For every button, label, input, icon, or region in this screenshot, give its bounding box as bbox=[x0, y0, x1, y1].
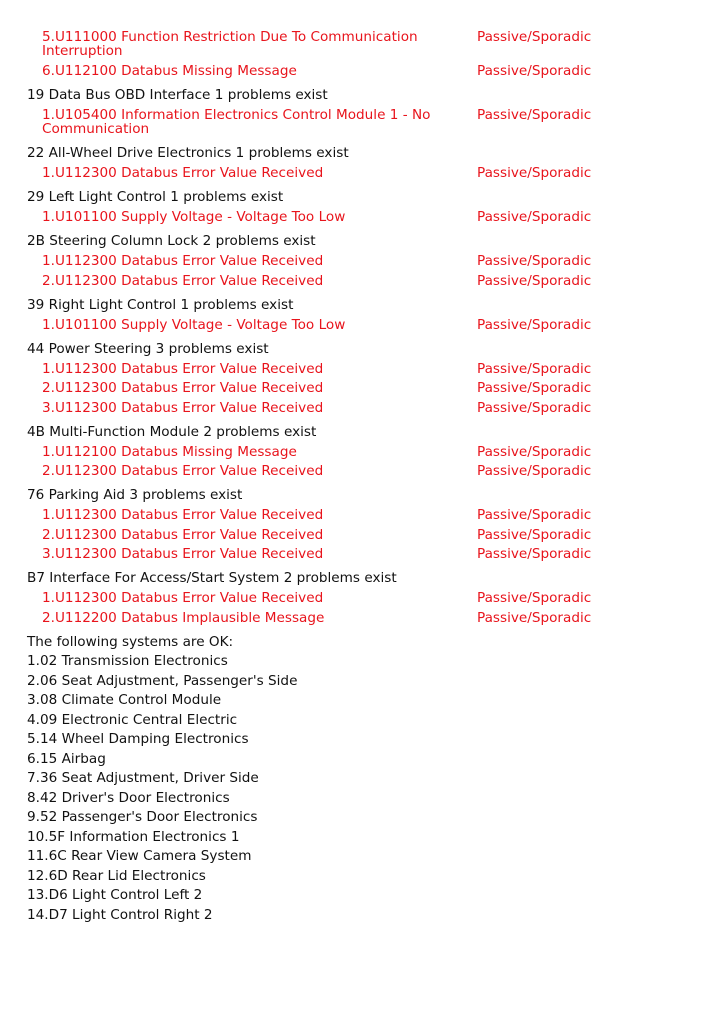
fault-status: Passive/Sporadic bbox=[477, 590, 592, 606]
fault-row bbox=[27, 525, 707, 545]
fault-description: 6.U112100 Databus Missing Message bbox=[42, 62, 297, 79]
fault-status: Passive/Sporadic bbox=[477, 62, 592, 79]
fault-status: Passive/Sporadic bbox=[477, 546, 592, 562]
fault-group bbox=[27, 86, 707, 140]
fault-description: 1.U112300 Databus Error Value Received bbox=[42, 165, 324, 181]
fault-row bbox=[27, 208, 707, 228]
fault-description: 1.U105400 Information Electronics Control Module 1 - No Communication bbox=[42, 106, 431, 137]
fault-group bbox=[27, 296, 707, 335]
group-header: 39 Right Light Control 1 problems exist bbox=[27, 296, 294, 313]
fault-description: 3.U112300 Databus Error Value Received bbox=[42, 399, 324, 416]
fault-status: Passive/Sporadic bbox=[477, 443, 592, 460]
fault-group bbox=[27, 188, 707, 227]
fault-row bbox=[27, 398, 707, 418]
fault-status: Passive/Sporadic bbox=[477, 253, 592, 269]
fault-row bbox=[27, 164, 707, 184]
group-header: 2B Steering Column Lock 2 problems exist bbox=[27, 233, 316, 249]
ok-system-item: 4.09 Electronic Central Electric bbox=[27, 711, 238, 728]
fault-description: 2.U112300 Databus Error Value Received bbox=[42, 526, 324, 543]
group-header: 44 Power Steering 3 problems exist bbox=[27, 340, 269, 357]
fault-status: Passive/Sporadic bbox=[477, 106, 592, 123]
fault-groups bbox=[27, 86, 707, 628]
fault-description: 3.U112300 Databus Error Value Received bbox=[42, 546, 324, 562]
fault-status: Passive/Sporadic bbox=[477, 360, 592, 377]
fault-row bbox=[27, 271, 707, 291]
fault-group bbox=[27, 486, 707, 564]
fault-status: Passive/Sporadic bbox=[477, 272, 592, 289]
ok-system-item: 12.6D Rear Lid Electronics bbox=[27, 867, 206, 884]
fault-description: 1.U101100 Supply Voltage - Voltage Too Low bbox=[42, 316, 346, 333]
fault-description: 1.U112300 Databus Error Value Received bbox=[42, 360, 324, 377]
fault-status: Passive/Sporadic bbox=[477, 209, 592, 225]
group-header: 19 Data Bus OBD Interface 1 problems exist bbox=[27, 86, 328, 103]
fault-description: 1.U112300 Databus Error Value Received bbox=[42, 253, 324, 269]
fault-status: Passive/Sporadic bbox=[477, 380, 592, 396]
fault-description: 1.U112100 Databus Missing Message bbox=[42, 443, 297, 460]
group-header: B7 Interface For Access/Start System 2 problems exist bbox=[27, 570, 397, 586]
fault-status: Passive/Sporadic bbox=[477, 28, 592, 45]
fault-row bbox=[27, 442, 707, 462]
fault-status: Passive/Sporadic bbox=[477, 316, 592, 333]
ok-system-item: 3.08 Climate Control Module bbox=[27, 692, 222, 708]
ok-system-item: 9.52 Passenger's Door Electronics bbox=[27, 809, 258, 825]
fault-description: 2.U112300 Databus Error Value Received bbox=[42, 380, 324, 396]
fault-row bbox=[27, 315, 707, 335]
ok-system-item: 6.15 Airbag bbox=[27, 750, 106, 767]
fault-row bbox=[27, 608, 707, 628]
fault-row bbox=[27, 506, 707, 526]
fault-description: 2.U112200 Databus Implausible Message bbox=[42, 609, 325, 626]
fault-group bbox=[27, 569, 707, 628]
ok-system-item: 13.D6 Light Control Left 2 bbox=[27, 887, 203, 903]
fault-row bbox=[27, 359, 707, 379]
fault-status: Passive/Sporadic bbox=[477, 507, 592, 523]
ok-system-item: 11.6C Rear View Camera System bbox=[27, 848, 252, 864]
ok-system-item: 1.02 Transmission Electronics bbox=[27, 653, 228, 669]
fault-description: 2.U112300 Databus Error Value Received bbox=[42, 272, 324, 289]
fault-group bbox=[27, 423, 707, 482]
fault-group bbox=[27, 232, 707, 291]
fault-group bbox=[27, 340, 707, 418]
fault-row bbox=[27, 61, 707, 81]
group-header: 76 Parking Aid 3 problems exist bbox=[27, 487, 243, 503]
fault-status: Passive/Sporadic bbox=[477, 463, 592, 479]
fault-group bbox=[27, 144, 707, 183]
ok-system-item: 14.D7 Light Control Right 2 bbox=[27, 906, 213, 923]
leading-faults bbox=[27, 27, 707, 81]
ok-system-item: 5.14 Wheel Damping Electronics bbox=[27, 731, 249, 747]
ok-system-item: 8.42 Driver's Door Electronics bbox=[27, 789, 230, 806]
fault-status: Passive/Sporadic bbox=[477, 165, 592, 181]
ok-systems-title: The following systems are OK: bbox=[27, 633, 234, 650]
fault-status: Passive/Sporadic bbox=[477, 609, 592, 626]
fault-row bbox=[27, 252, 707, 272]
fault-description: 2.U112300 Databus Error Value Received bbox=[42, 463, 324, 479]
fault-row bbox=[27, 462, 707, 482]
ok-system-item: 7.36 Seat Adjustment, Driver Side bbox=[27, 770, 259, 786]
group-header: 29 Left Light Control 1 problems exist bbox=[27, 189, 284, 205]
group-header: 4B Multi-Function Module 2 problems exist bbox=[27, 423, 317, 440]
group-header: 22 All-Wheel Drive Electronics 1 problems exist bbox=[27, 145, 349, 161]
fault-status: Passive/Sporadic bbox=[477, 399, 592, 416]
fault-description: 1.U101100 Supply Voltage - Voltage Too Low bbox=[42, 209, 346, 225]
fault-description: 5.U111000 Function Restriction Due To Communication Interruption bbox=[42, 28, 418, 59]
ok-systems-list bbox=[27, 652, 707, 925]
fault-row bbox=[27, 105, 707, 139]
ok-system-item: 10.5F Information Electronics 1 bbox=[27, 828, 240, 845]
fault-row bbox=[27, 27, 707, 61]
fault-row bbox=[27, 379, 707, 399]
fault-row bbox=[27, 545, 707, 565]
diagnostic-report bbox=[27, 27, 707, 925]
fault-status: Passive/Sporadic bbox=[477, 526, 592, 543]
ok-system-item: 2.06 Seat Adjustment, Passenger's Side bbox=[27, 672, 298, 689]
fault-description: 1.U112300 Databus Error Value Received bbox=[42, 507, 324, 523]
fault-row bbox=[27, 589, 707, 609]
fault-description: 1.U112300 Databus Error Value Received bbox=[42, 590, 324, 606]
